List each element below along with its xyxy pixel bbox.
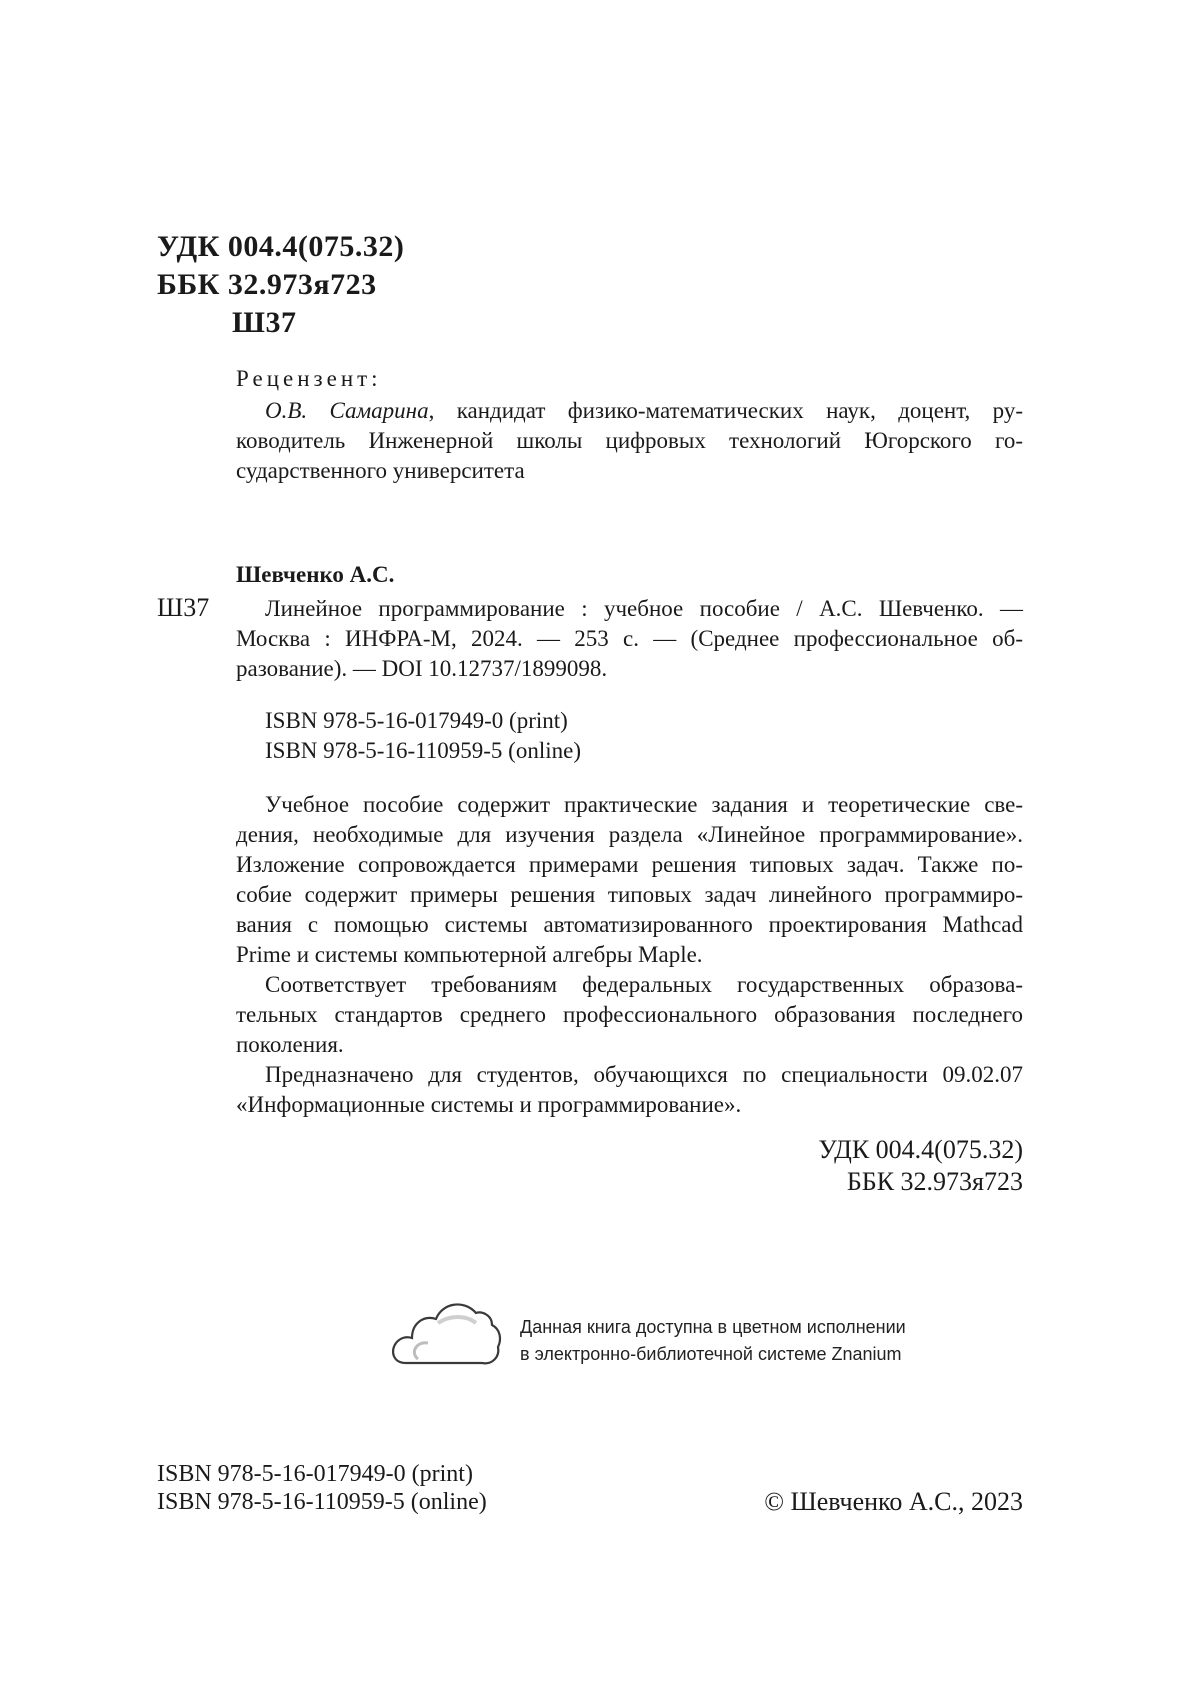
reviewer-line-1-rest: , кандидат физико-математических наук, доцент, ру- <box>428 398 1024 423</box>
biblio-isbn-print: ISBN 978-5-16-017949-0 (print) <box>265 708 568 733</box>
annotation-p2-line-3: поколения. <box>236 1032 344 1057</box>
udk-code-right: УДК 004.4(075.32) <box>818 1135 1023 1164</box>
notice-line-2: в электронно-библиотечной системе Znanium <box>520 1344 902 1364</box>
footer-isbn-print: ISBN 978-5-16-017949-0 (print) <box>157 1461 473 1487</box>
annotation-p1-line-2: дения, необходимые для изучения раздела «Линейное программирование». <box>236 822 1023 847</box>
annotation-p1-line-6: Prime и системы компьютерной алгебры Maple. <box>236 942 703 967</box>
biblio-line-2: Москва : ИНФРА-М, 2024. — 253 с. — (Среднее профессиональное об- <box>236 626 1023 651</box>
annotation-p2-line-2: тельных стандартов среднего профессионального образования последнего <box>236 1002 1023 1027</box>
reviewer-line-1 <box>265 396 1023 426</box>
udk-code: УДК 004.4(075.32) <box>157 230 405 263</box>
reviewer-name: О.В. Самарина <box>265 398 429 423</box>
reviewer-label: Рецензент: <box>236 366 382 391</box>
biblio-isbn-online: ISBN 978-5-16-110959-5 (online) <box>265 738 581 763</box>
biblio-line-3: разование). — DOI 10.12737/1899098. <box>236 656 608 681</box>
annotation-p1-line-1: Учебное пособие содержит практические задания и теоретические све- <box>265 792 1023 817</box>
biblio-line-1: Линейное программирование : учебное пособие / А.С. Шевченко. — <box>265 596 1023 621</box>
annotation-p1-line-4: собие содержит примеры решения типовых задач линейного программиро- <box>236 882 1023 907</box>
footer-isbn-online: ISBN 978-5-16-110959-5 (online) <box>157 1489 487 1515</box>
annotation-p1-line-3: Изложение сопровождается примерами решения типовых задач. Также по- <box>236 852 1023 877</box>
cloud-icon <box>388 1293 503 1367</box>
copyright: © Шевченко А.С., 2023 <box>764 1487 1023 1516</box>
reviewer-line-2: ководитель Инженерной школы цифровых технологий Югорского го- <box>236 428 1023 453</box>
bbk-code: ББК 32.973я723 <box>157 268 377 301</box>
annotation-p3-line-2: «Информационные системы и программирование». <box>236 1092 742 1117</box>
notice-line-1: Данная книга доступна в цветном исполнении <box>520 1317 906 1337</box>
annotation-p1-line-5: вания с помощью системы автоматизированного проектирования Mathcad <box>236 912 1023 937</box>
author-sign: Ш37 <box>232 306 297 339</box>
biblio-sign: Ш37 <box>157 593 210 622</box>
biblio-author: Шевченко А.С. <box>236 562 395 587</box>
annotation-p3-line-1: Предназначено для студентов, обучающихся по специальности 09.02.07 <box>265 1062 1023 1087</box>
bbk-code-right: ББК 32.973я723 <box>846 1167 1023 1196</box>
reviewer-line-3: сударственного университета <box>236 458 525 483</box>
annotation-p2-line-1: Соответствует требованиям федеральных государственных образова- <box>265 972 1023 997</box>
